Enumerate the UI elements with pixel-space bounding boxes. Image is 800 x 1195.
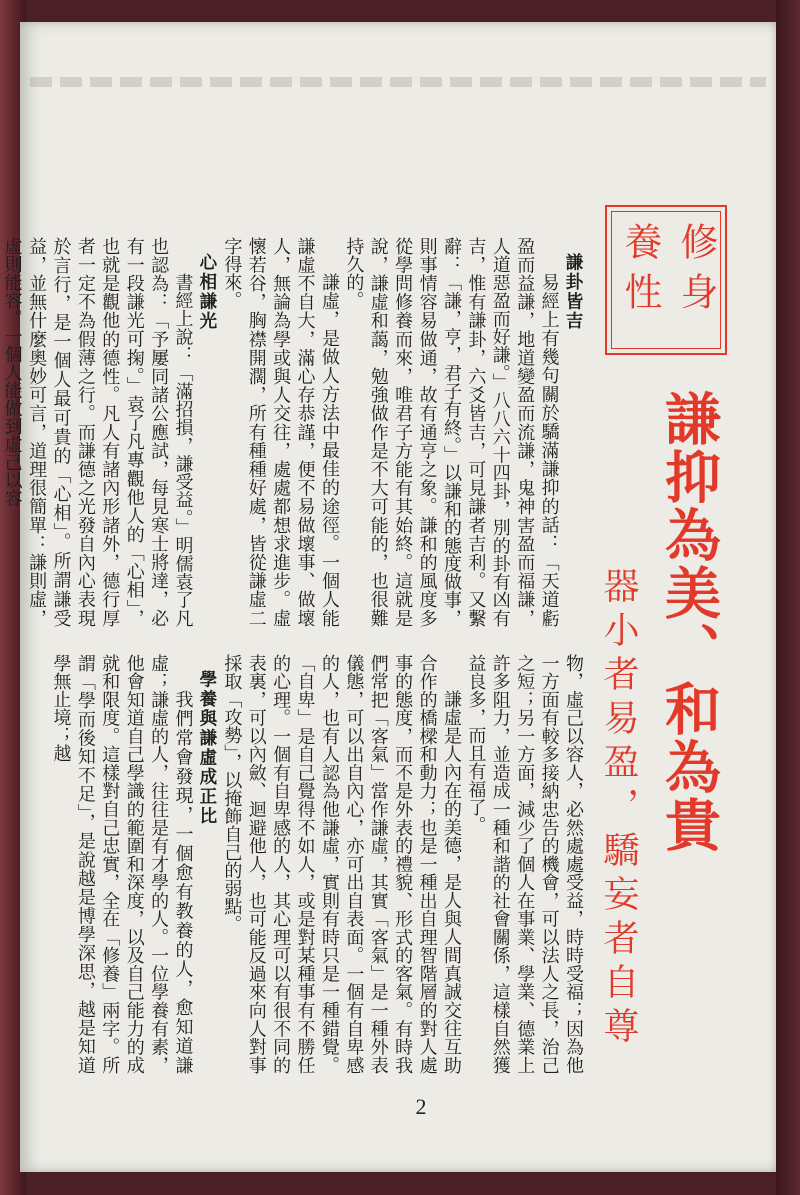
- page-headline: 謙抑為美、和為貴: [656, 390, 722, 854]
- lower-text-block: [50, 654, 585, 1074]
- paragraph: 謙虛，是做人方法中最佳的途徑。一個人能謙虛不自大，滿心存恭謹，便不易做壞事、做壞人，無論為學或與人交往，處處都想求進步。虛懷若谷，胸襟開濶，所有種種好處，皆從謙虛二字得來。: [221, 237, 340, 627]
- section-heading-xin-xiang: 心相謙光: [196, 253, 217, 331]
- cover-edge: [776, 0, 800, 1195]
- box-title-col1: 修身: [674, 222, 718, 322]
- page-number: 2: [415, 1094, 427, 1119]
- section-heading-qian-gua: 謙卦皆吉: [563, 253, 583, 331]
- paragraph: 謙虛是人內在的美德，是人與人間真誠交往互助合作的橋樑和動力；也是一種出自理智階層的對人處事的態度，而不是外表的禮貌、形式的客氣。有時我們常把「客氣」當作謙虛，其實「客氣」是一種外表儀態，可以出自內心，亦可出自表面。一個有自卑感的人，也有人認為他謙虛，實則有時只是一種錯覺。「自卑」是自己覺得不如人，或是對某種事有不勝任的心理。一個有自卑感的人，其心理可以有很不同的表裏，可以內斂、迴避他人，也可能反過來向人對事採取「攻勢」，以掩飾自己的弱點。: [221, 654, 462, 1074]
- upper-text-block: [1, 237, 585, 627]
- paragraph: 物，虛己以容人，必然處處受益，時時受福；因為他一方面有較多接納忠告的機會，可以法人之長，治己之短；另一方面，減少了個人在事業、學業、德業上許多阻力，並造成一種和諧的社會關係，這樣自然獲益良多，而且有福了。: [465, 654, 584, 1074]
- page-subheadline: 器小者易盈，驕妄者自尊: [598, 567, 639, 1051]
- paragraph: 我們常會發現，一個愈有教養的人，愈知道謙虛；謙虛的人，往往是有才學的人。一位學養有素，他會知道自己學識的範圍和深度，以及自己能力的成就和限度。這樣對自己忠實，全在「修養」兩字。所謂「學而後知不足」，是說越是博學深思，越是知道學無止境；越: [50, 654, 194, 1074]
- section-box-title: [605, 205, 727, 355]
- box-title-col2: 養性: [618, 222, 662, 322]
- paragraph: 書經上說：「滿招損，謙受益。」明儒袁了凡也認為：「予屢同諸公應試，每見寒士將達，必有一段謙光可掬。」袁了凡專觀他人的「心相」，也就是觀他的德性。凡人有諸內形諸外，德行厚者一定不為假薄之行。而謙德之光發自內心表現於言行，是一個人最可貴的「心相」。所謂謙受益，並無什麼奧妙可言，道理很簡單：謙則虛，虛則能容。一個人能做到虛己以容: [1, 237, 194, 627]
- section-heading-xue-yang: 學養與謙虛成正比: [196, 670, 217, 826]
- paragraph: 易經上有幾句關於驕滿謙抑的話：「天道虧盈而益謙，地道變盈而流謙，鬼神害盈而福謙，人道惡盈而好謙。」八八六十四卦，別的卦有凶有吉，惟有謙卦，六爻皆吉，可見謙者吉利。又繫辭：「謙，亨，君子有終。」以謙和的態度做事，則事情容易做通，故有通亨之象。謙和的風度多從學問修養而來，唯君子方能有其始終。這就是說，謙虛和藹，勉強做作是不大可能的，也很難持久的。: [343, 237, 560, 627]
- book-page: [1, 22, 776, 1172]
- show-through-text: [30, 77, 766, 87]
